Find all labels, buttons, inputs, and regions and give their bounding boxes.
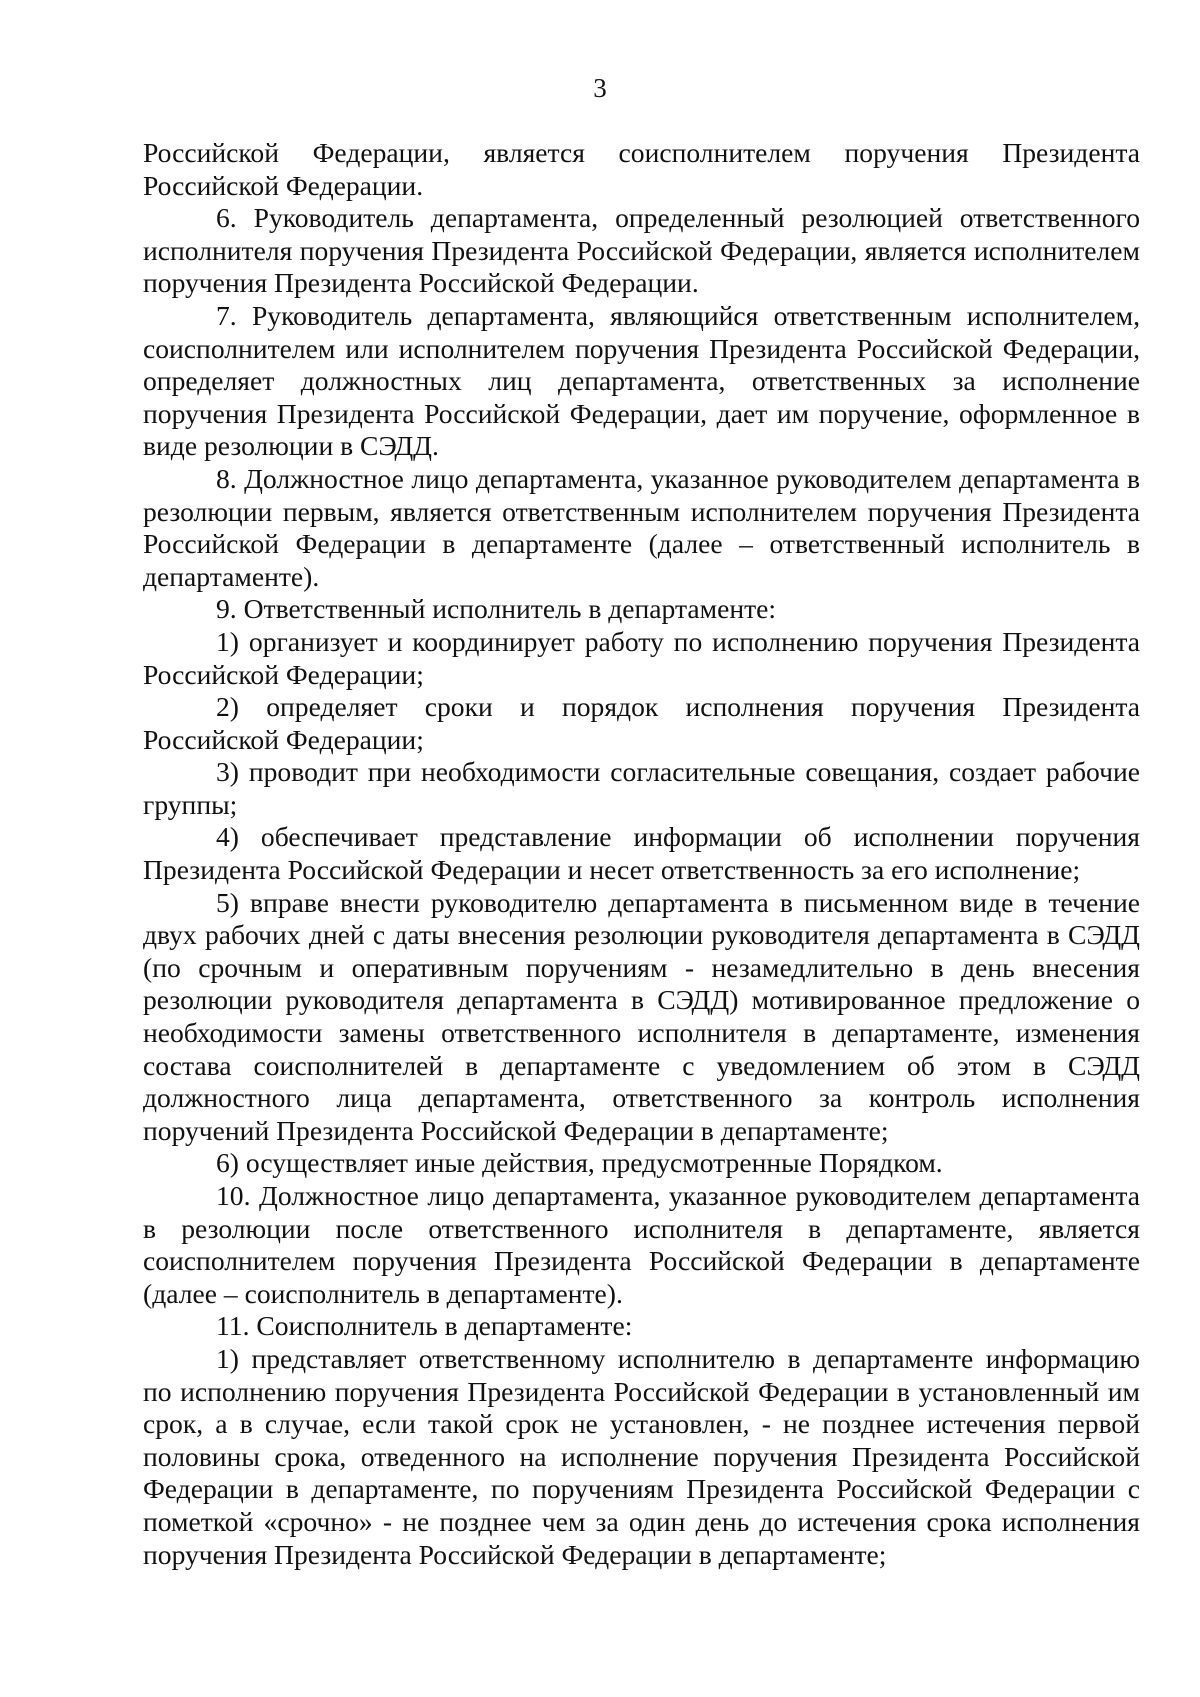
paragraph-item-8: 8. Должностное лицо департамента, указанное руководителем департамента в резолюции первым, является ответственным исполнителем поручения Президента Российской Федерации в департаменте (далее – ответственный исполнитель в департаменте). — [143, 462, 1140, 592]
paragraph-item-7: 7. Руководитель департамента, являющийся ответственным исполнителем, соисполнителем или исполнителем поручения Президента Российской Федерации, определяет должностных лиц департамента, ответственных за исполнение поручения Президента Российской Федерации, дает им поручение, оформленное в виде резолюции в СЭДД. — [143, 299, 1140, 462]
paragraph-item-9: 9. Ответственный исполнитель в департаменте: — [216, 593, 777, 625]
paragraph-item-11: 11. Соисполнитель в департаменте: — [216, 1310, 633, 1342]
paragraph-item-9-2: 2) определяет сроки и порядок исполнения поручения Президента Российской Федерации; — [143, 691, 1140, 755]
paragraph-item-9-1: 1) организует и координирует работу по исполнению поручения Президента Российской Федерации; — [143, 625, 1140, 690]
paragraph-item-10: 10. Должностное лицо департамента, указанное руководителем департамента в резолюции после ответственного исполнителя в департаменте, является соисполнителем поручения Президента Российской Федерации в департаменте (далее – соисполнитель в департаменте). — [143, 1180, 1140, 1309]
paragraph-item-9-3: 3) проводит при необходимости согласительные совещания, создает рабочие группы; — [143, 756, 1140, 820]
paragraph-continuation: Российской Федерации, является соисполнителем поручения Президента Российской Федерации. — [143, 137, 1140, 201]
paragraph-item-9-5: 5) вправе внести руководителю департамента в письменном виде в течение двух рабочих дней с даты внесения резолюции руководителя департамента в СЭДД (по срочным и оперативным поручениям - незамедлительно в день внесения резолюции руководителя департамента в СЭДД) мотивированное предложение о необходимости замены ответственного исполнителя в департаменте, изменения состава соисполнителей в департаменте с уведомлением об этом в СЭДД должностного лица департамента, ответственного за контроль исполнения поручений Президента Российской Федерации в департаменте; — [143, 886, 1140, 1146]
paragraph-item-6: 6. Руководитель департамента, определенный резолюцией ответственного исполнителя поручения Президента Российской Федерации, является исполнителем поручения Президента Российской Федерации. — [143, 202, 1140, 299]
paragraph-item-9-4: 4) обеспечивает представление информации об исполнении поручения Президента Российской Федерации и несет ответственность за его исполнение; — [143, 821, 1140, 886]
paragraph-item-9-6: 6) осуществляет иные действия, предусмотренные Порядком. — [216, 1147, 943, 1179]
page-number: 3 — [593, 73, 607, 103]
paragraph-item-11-1: 1) представляет ответственному исполнителю в департаменте информацию по исполнению поручения Президента Российской Федерации в установленный им срок, а в случае, если такой срок не установлен, - не позднее истечения первой половины срока, отведенного на исполнение поручения Президента Российской Федерации в департаменте, по поручениям Президента Российской Федерации с пометкой «срочно» - не позднее чем за один день до истечения срока исполнения поручения Президента Российской Федерации в департаменте; — [143, 1342, 1140, 1570]
document-body — [143, 137, 1140, 1571]
